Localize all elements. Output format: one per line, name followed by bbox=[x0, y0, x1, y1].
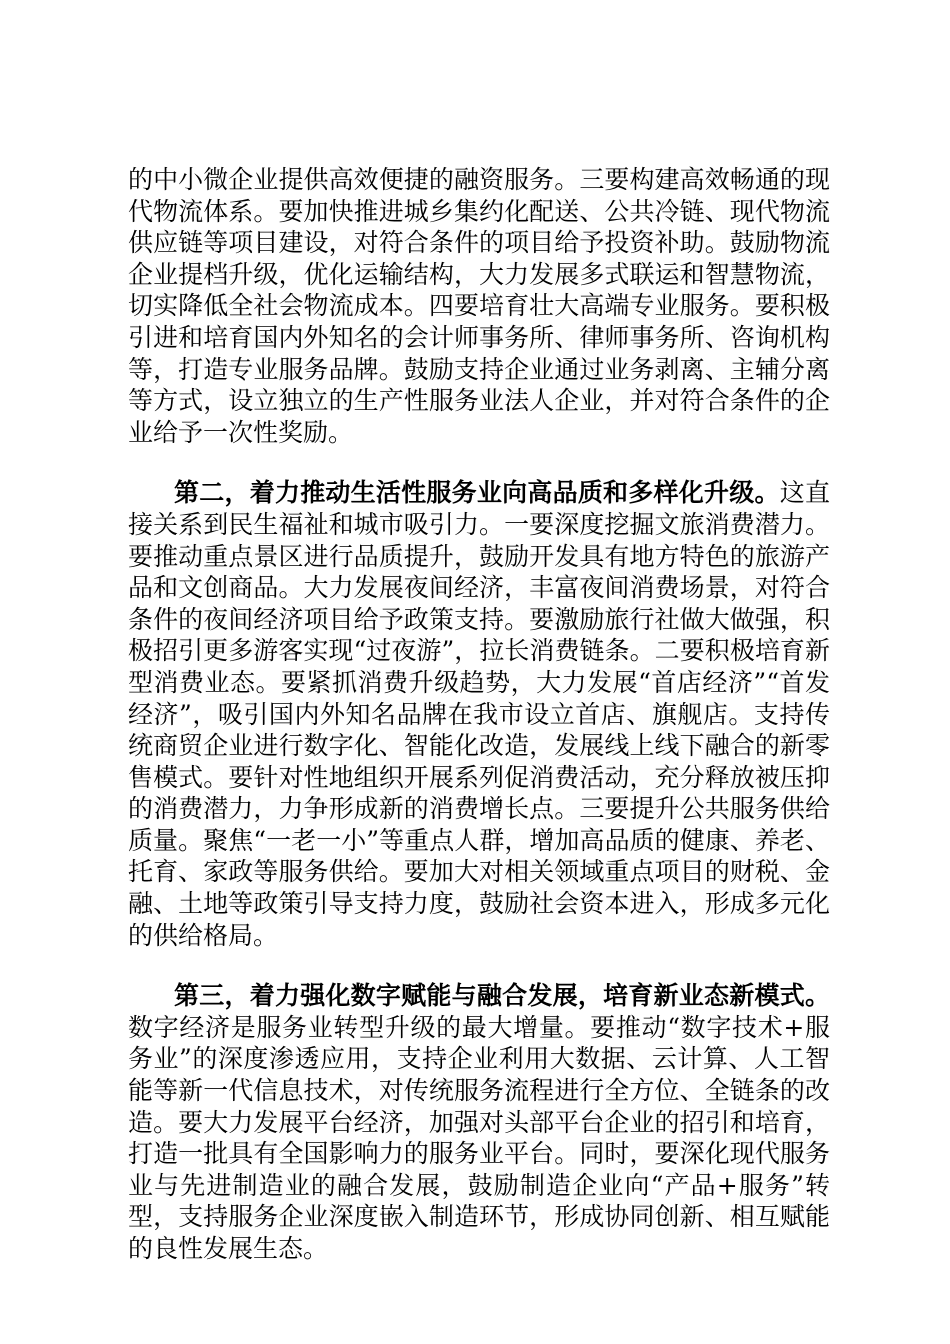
paragraph-3-text: 数字经济是服务业转型升级的最大增量。要推动“数字技术+服务业”的深度渗透应用，支持企业利用大数据、云计算、人工智能等新一代信息技术，对传统服务流程进行全方位、全链条的改造。要大力发展平台经济，加强对头部平台企业的招引和培育，打造一批具有全国影响力的服务业平台。同时，要深化现代服务业与先进制造业的融合发展，鼓励制造企业向“产品+服务”转型，支持服务企业深度嵌入制造环节，形成协同创新、相互赋能的良性发展生态。 bbox=[128, 1012, 830, 1263]
paragraph-3 bbox=[128, 980, 830, 1264]
paragraph-2-lead: 第二，着力推动生活性服务业向高品质和多样化升级。 bbox=[174, 478, 780, 508]
paragraph-3-lead: 第三，着力强化数字赋能与融合发展，培育新业态新模式。 bbox=[174, 981, 830, 1011]
paragraph-2-text: 这直接关系到民生福祉和城市吸引力。一要深度挖掘文旅消费潜力。要推动重点景区进行品质提升，鼓励开发具有地方特色的旅游产品和文创商品。大力发展夜间经济，丰富夜间消费场景，对符合条件的夜间经济项目给予政策支持。要激励旅行社做大做强，积极招引更多游客实现“过夜游”，拉长消费链条。二要积极培育新型消费业态。要紧抓消费升级趋势，大力发展“首店经济”“首发经济”，吸引国内外知名品牌在我市设立首店、旗舰店。支持传统商贸企业进行数字化、智能化改造，发展线上线下融合的新零售模式。要针对性地组织开展系列促消费活动，充分释放被压抑的消费潜力，力争形成新的消费增长点。三要提升公共服务供给质量。聚焦“一老一小”等重点人群，增加高品质的健康、养老、托育、家政等服务供给。要加大对相关领域重点项目的财税、金融、土地等政策引导支持力度，鼓励社会资本进入，形成多元化的供给格局。 bbox=[128, 478, 830, 950]
document-page bbox=[128, 164, 830, 1265]
paragraph-2 bbox=[128, 477, 830, 951]
paragraph-1 bbox=[128, 164, 830, 448]
paragraph-1-text: 的中小微企业提供高效便捷的融资服务。三要构建高效畅通的现代物流体系。要加快推进城乡集约化配送、公共冷链、现代物流供应链等项目建设，对符合条件的项目给予投资补助。鼓励物流企业提档升级，优化运输结构，大力发展多式联运和智慧物流，切实降低全社会物流成本。四要培育壮大高端专业服务。要积极引进和培育国内外知名的会计师事务所、律师事务所、咨询机构等，打造专业服务品牌。鼓励支持企业通过业务剥离、主辅分离等方式，设立独立的生产性服务业法人企业，并对符合条件的企业给予一次性奖励。 bbox=[128, 165, 830, 447]
